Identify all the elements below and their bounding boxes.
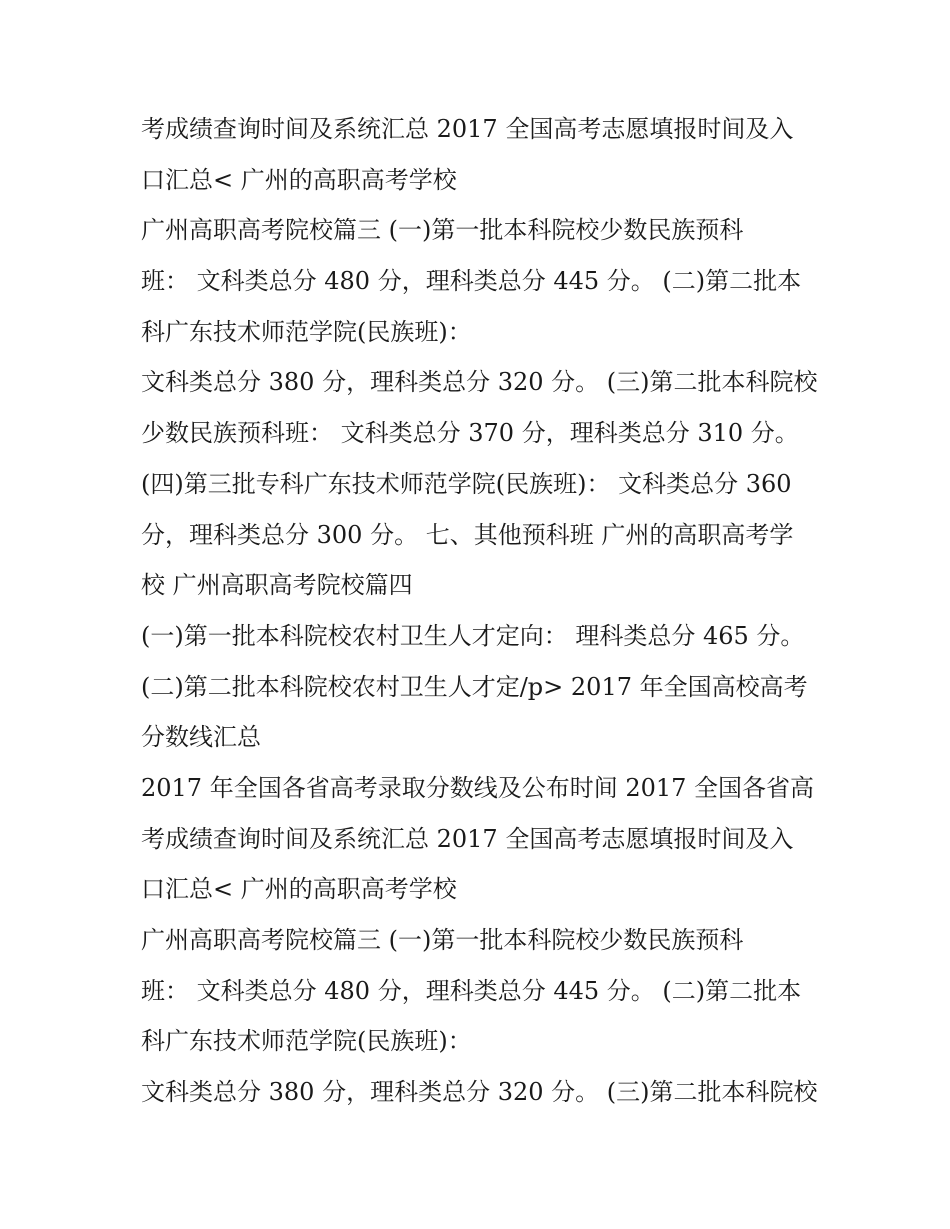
text-line: (一)第一批本科院校农村卫生人才定向： 理科类总分 465 分。 <box>141 622 805 650</box>
text-line: 口汇总< 广州的高职高考学校 <box>141 875 457 903</box>
text-line: (四)第三批专科广东技术师范学院(民族班)： 文科类总分 360 <box>141 470 792 498</box>
text-line: 少数民族预科班： 文科类总分 370 分，理科类总分 310 分。 <box>141 419 799 447</box>
text-line: 班： 文科类总分 480 分，理科类总分 445 分。 (二)第二批本 <box>141 267 802 295</box>
text-line: 分数线汇总 <box>141 723 261 751</box>
text-line: 科广东技术师范学院(民族班)： <box>141 318 472 346</box>
text-line: 班： 文科类总分 480 分，理科类总分 445 分。 (二)第二批本 <box>141 977 802 1005</box>
text-line: 广州高职高考院校篇三 (一)第一批本科院校少数民族预科 <box>141 216 744 244</box>
text-line: 文科类总分 380 分，理科类总分 320 分。 (三)第二批本科院校 <box>141 368 818 396</box>
text-line: 2017 年全国各省高考录取分数线及公布时间 2017 全国各省高 <box>141 774 815 802</box>
text-line: 分，理科类总分 300 分。 七、其他预科班 广州的高职高考学 <box>141 521 794 549</box>
text-line: 科广东技术师范学院(民族班)： <box>141 1027 472 1055</box>
text-line: 广州高职高考院校篇三 (一)第一批本科院校少数民族预科 <box>141 926 744 954</box>
text-line: 考成绩查询时间及系统汇总 2017 全国高考志愿填报时间及入 <box>141 825 794 853</box>
text-line: 考成绩查询时间及系统汇总 2017 全国高考志愿填报时间及入 <box>141 115 794 143</box>
text-line: 口汇总< 广州的高职高考学校 <box>141 166 457 194</box>
text-line: 文科类总分 380 分，理科类总分 320 分。 (三)第二批本科院校 <box>141 1078 818 1106</box>
text-line: 校 广州高职高考院校篇四 <box>141 571 413 599</box>
text-line: (二)第二批本科院校农村卫生人才定/p> 2017 年全国高校高考 <box>141 673 808 701</box>
